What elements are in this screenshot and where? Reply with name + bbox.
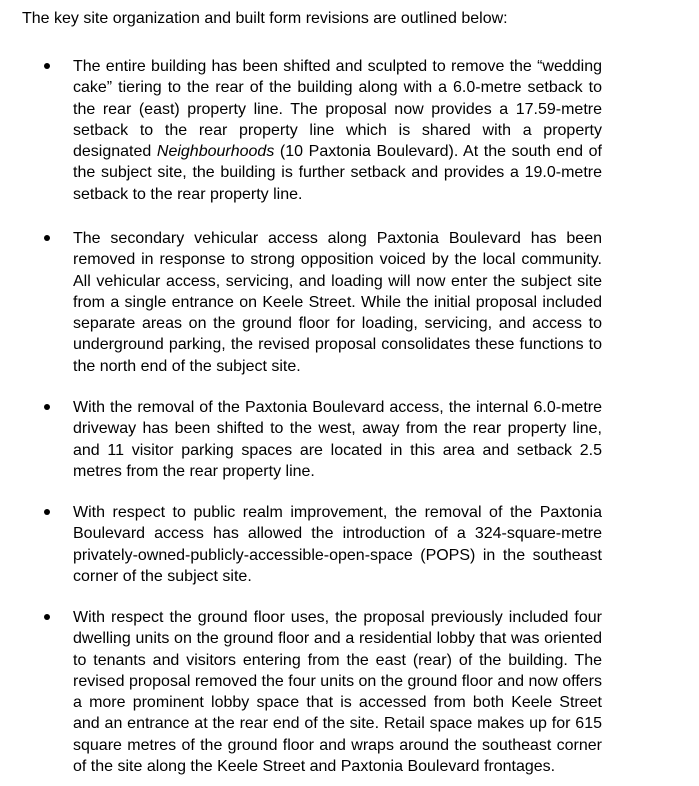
list-item-text: With the removal of the Paxtonia Boulevard access, the internal 6.0-metre driveway has been shifted to the west, away from the rear property line, and 11 visitor parking spaces are located in this area and setback 2.5 metres from the rear property line. [73, 399, 602, 480]
list-item-text [73, 56, 602, 205]
list-item-text-part: (10 Paxtonia Boulevard). At the south end of the subject site, the building is further setback and provides a 19.0-metre setback to the rear property line. [73, 143, 602, 203]
list-item-text: With respect to public realm improvement, the removal of the Paxtonia Boulevard access has allowed the introduction of a 324-square-metre privately-owned-publicly-accessible-open-space (POPS) in the southeast corner of the subject site. [73, 504, 602, 585]
designation-emphasis: Neighbourhoods [156, 143, 275, 161]
intro-paragraph: The key site organization and built form revisions are outlined below: [22, 10, 508, 27]
bullet-icon [44, 614, 50, 620]
bullet-icon [44, 404, 50, 410]
list-item-text: The secondary vehicular access along Paxtonia Boulevard has been removed in response to strong opposition voiced by the local community. All vehicular access, servicing, and loading will now enter the subject site from a single entrance on Keele Street. While the initial proposal included separate areas on the ground floor for loading, servicing, and access to underground parking, the revised proposal consolidates these functions to the north end of the subject site. [73, 230, 602, 375]
list-item-text: With respect the ground floor uses, the proposal previously included four dwelling units on the ground floor and a residential lobby that was oriented to tenants and visitors entering from the east (rear) of the building. The revised proposal removed the four units on the ground floor and now offers a more prominent lobby space that is accessed from both Keele Street and an entrance at the rear end of the site. Retail space makes up for 615 square metres of the ground floor and wraps around the southeast corner of the site along the Keele Street and Paxtonia Boulevard frontages. [73, 609, 602, 776]
list-item-text-part: The entire building has been shifted and sculpted to remove the “wedding cake” tiering to the rear of the building along with a 6.0-metre setback to the rear (east) property line. The proposal now provides a 17.59-metre setback to the rear property line which is shared with a property designated [73, 58, 602, 161]
bullet-icon [44, 63, 50, 69]
bullet-icon [44, 509, 50, 515]
bullet-icon [44, 235, 50, 241]
